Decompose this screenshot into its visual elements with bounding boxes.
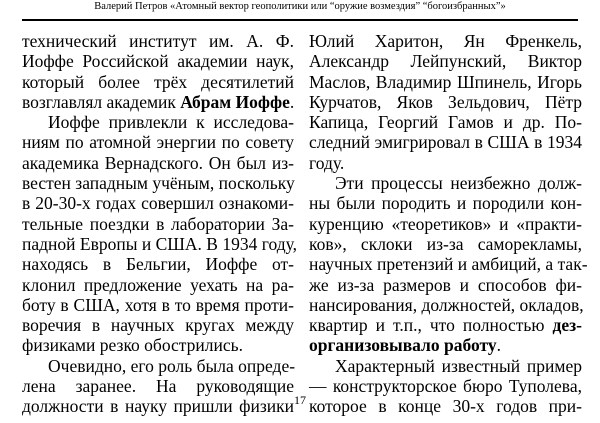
text-line: тельные поездки в лаборатории За-	[22, 213, 294, 234]
text-line: Иоффе Российской академии наук,	[22, 51, 294, 72]
text-line: физиками резко обострились.	[22, 335, 243, 356]
text-line: должности в науку пришли физики	[22, 396, 294, 417]
text-line: куренцию «теоретиков» и «практи-	[309, 213, 582, 234]
text-line: лена заранее. На руководящие	[22, 376, 294, 397]
right-column	[309, 31, 588, 417]
text-line: ков», склоки из-за саморекламы,	[309, 233, 582, 254]
text-line	[22, 92, 294, 112]
text-line	[309, 315, 582, 335]
text-line: Эти процессы неизбежно долж-	[335, 173, 582, 194]
text-line: следний эмигрировал в США в 1934	[309, 132, 582, 153]
text-fragment: .	[496, 335, 502, 356]
text-line: Курчатов, Яков Зельдович, Пётр	[309, 91, 582, 112]
text-line: научных претензий и амбиций, а так-	[309, 254, 588, 275]
text-line: Юлий Харитон, Ян Френкель,	[309, 31, 582, 51]
text-line: боту в США, хотя в то время проти-	[22, 294, 294, 315]
text-line: академика Вернадского. Он был из-	[22, 152, 294, 173]
text-line: году.	[309, 152, 345, 173]
text-fragment: .	[289, 91, 295, 112]
text-line: которое в конце 30-х годов при-	[309, 396, 582, 417]
page-number: 17	[294, 393, 306, 407]
bold-phrase: организовывало работу	[309, 335, 497, 356]
bold-phrase: дез-	[552, 315, 582, 336]
text-line	[309, 335, 582, 355]
text-line: находясь в Бельгии, Иоффе от-	[22, 254, 294, 275]
text-line: Характерный известный пример	[335, 355, 582, 376]
text-line: в 20-30-х годах совершил ознакоми-	[22, 193, 294, 214]
header-divider	[22, 19, 578, 21]
text-line: ны были породить и породили кон-	[309, 193, 582, 214]
text-line: Иоффе привлекли к исследова-	[48, 112, 294, 133]
text-line: вестен западным учёным, поскольку	[22, 173, 295, 194]
text-line: воречия в научных кругах между	[22, 315, 294, 336]
running-header: Валерий Петров «Атомный вектор геополитики или “оружие возмездия” “богоизбранных”»	[94, 1, 506, 12]
text-line: Александр Лейпунский, Виктор	[309, 51, 582, 72]
text-line: клонил предложение уехать на ра-	[22, 274, 294, 295]
text-line: технический институт им. А. Ф.	[22, 31, 294, 51]
text-line: нансирования, должностей, окладов,	[309, 294, 584, 315]
text-line: Маслов, Владимир Шпинель, Игорь	[309, 71, 582, 92]
text-line: же из-за размеров и способов фи-	[309, 274, 582, 295]
bold-name: Абрам Иоффе	[180, 91, 290, 112]
text-line: — конструкторское бюро Туполева,	[309, 376, 582, 397]
text-fragment: возглавлял академик	[22, 91, 181, 112]
text-line: Очевидно, его роль была опреде-	[48, 355, 296, 376]
left-column	[22, 31, 297, 417]
text-line: Капица, Георгий Гамов и др. По-	[309, 112, 582, 133]
text-line: который более трёх десятилетий	[22, 71, 294, 92]
text-line: ниям по атомной энергии по совету	[22, 132, 294, 153]
text-fragment: квартир и т.п., что полностью	[309, 315, 553, 336]
text-line: падной Европы и США. В 1934 году,	[22, 233, 297, 254]
